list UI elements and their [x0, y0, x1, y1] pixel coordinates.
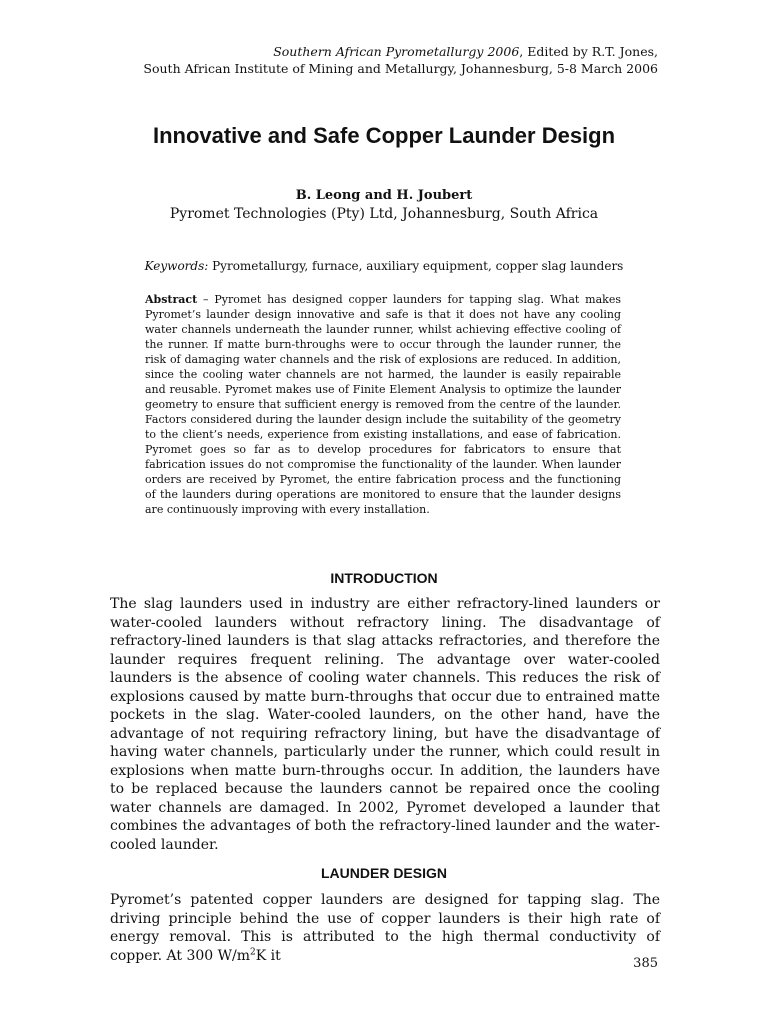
launder-design-text: Pyromet’s patented copper launders are designed for tapping slag. The driving principle behind the use of copper launders is their high rate of energy removal. This is attributed to the high thermal conductivity of copper. At 300 W/m	[110, 892, 660, 964]
abstract-text: – Pyromet has designed copper launders for tapping slag. What makes Pyromet’s launder design innovative and safe is that it does not have any cooling water channels underneath the launder runner, whilst achieving effective cooling of the runner. If matte burn-throughs were to occur through the launder runner, the risk of damaging water channels and the risk of explosions are reduced. In addition, since the cooling water channels are not harmed, the launder is easily repairable and reusable. Pyromet makes use of Finite Element Analysis to optimize the launder geometry to ensure that sufficient energy is removed from the centre of the launder. Factors considered during the launder design include the suitability of the geometry to the client’s needs, experience from existing installations, and ease of fabrication. Pyromet goes so far as to develop procedures for fabricators to ensure that fabrication issues do not compromise the functionality of the launder. When launder orders are received by Pyromet, the entire fabrication process and the functioning of the launders during operations are monitored to ensure that the launder designs are continuously improving with every installation.	[145, 293, 621, 516]
abstract	[145, 292, 621, 517]
keywords-text: Pyrometallurgy, furnace, auxiliary equipment, copper slag launders	[208, 259, 624, 273]
editor-text: , Edited by R.T. Jones,	[519, 44, 658, 59]
author-block	[0, 186, 768, 224]
keywords-line	[0, 258, 768, 274]
abstract-label: Abstract	[145, 293, 198, 306]
journal-name: Southern African Pyrometallurgy 2006	[273, 44, 520, 59]
author-names: B. Leong and H. Joubert	[295, 188, 473, 203]
author-affiliation: Pyromet Technologies (Pty) Ltd, Johannesburg, South Africa	[169, 206, 599, 222]
keywords-label: Keywords:	[144, 259, 209, 273]
launder-design-text-end: K it	[255, 947, 281, 964]
paper-title: Innovative and Safe Copper Launder Design	[152, 123, 616, 148]
launder-design-heading: LAUNDER DESIGN	[320, 865, 447, 881]
page-number: 385	[633, 956, 658, 971]
launder-design-paragraph	[110, 891, 660, 965]
introduction-heading: INTRODUCTION	[330, 570, 438, 586]
running-header	[143, 43, 658, 77]
institute-text: South African Institute of Mining and Metallurgy, Johannesburg, 5-8 March 2006	[143, 61, 658, 76]
introduction-paragraph: The slag launders used in industry are either refractory-lined launders or water-cooled launders without refractory lining. The disadvantage of refractory-lined launders is that slag attacks refractories, and therefore the launder requires frequent relining. The advantage over water-cooled launders is the absence of cooling water channels. This reduces the risk of explosions caused by matte burn-throughs that occur due to entrained matte pockets in the slag. Water-cooled launders, on the other hand, have the advantage of not requiring refractory lining, but have the disadvantage of having water channels, particularly under the runner, which could result in explosions when matte burn-throughs occur. In addition, the launders have to be replaced because the launders cannot be repaired once the cooling water channels are damaged. In 2002, Pyromet developed a launder that combines the advantages of both the refractory-lined launder and the water-cooled launder.	[110, 596, 660, 853]
superscript-two: 2	[250, 946, 256, 957]
